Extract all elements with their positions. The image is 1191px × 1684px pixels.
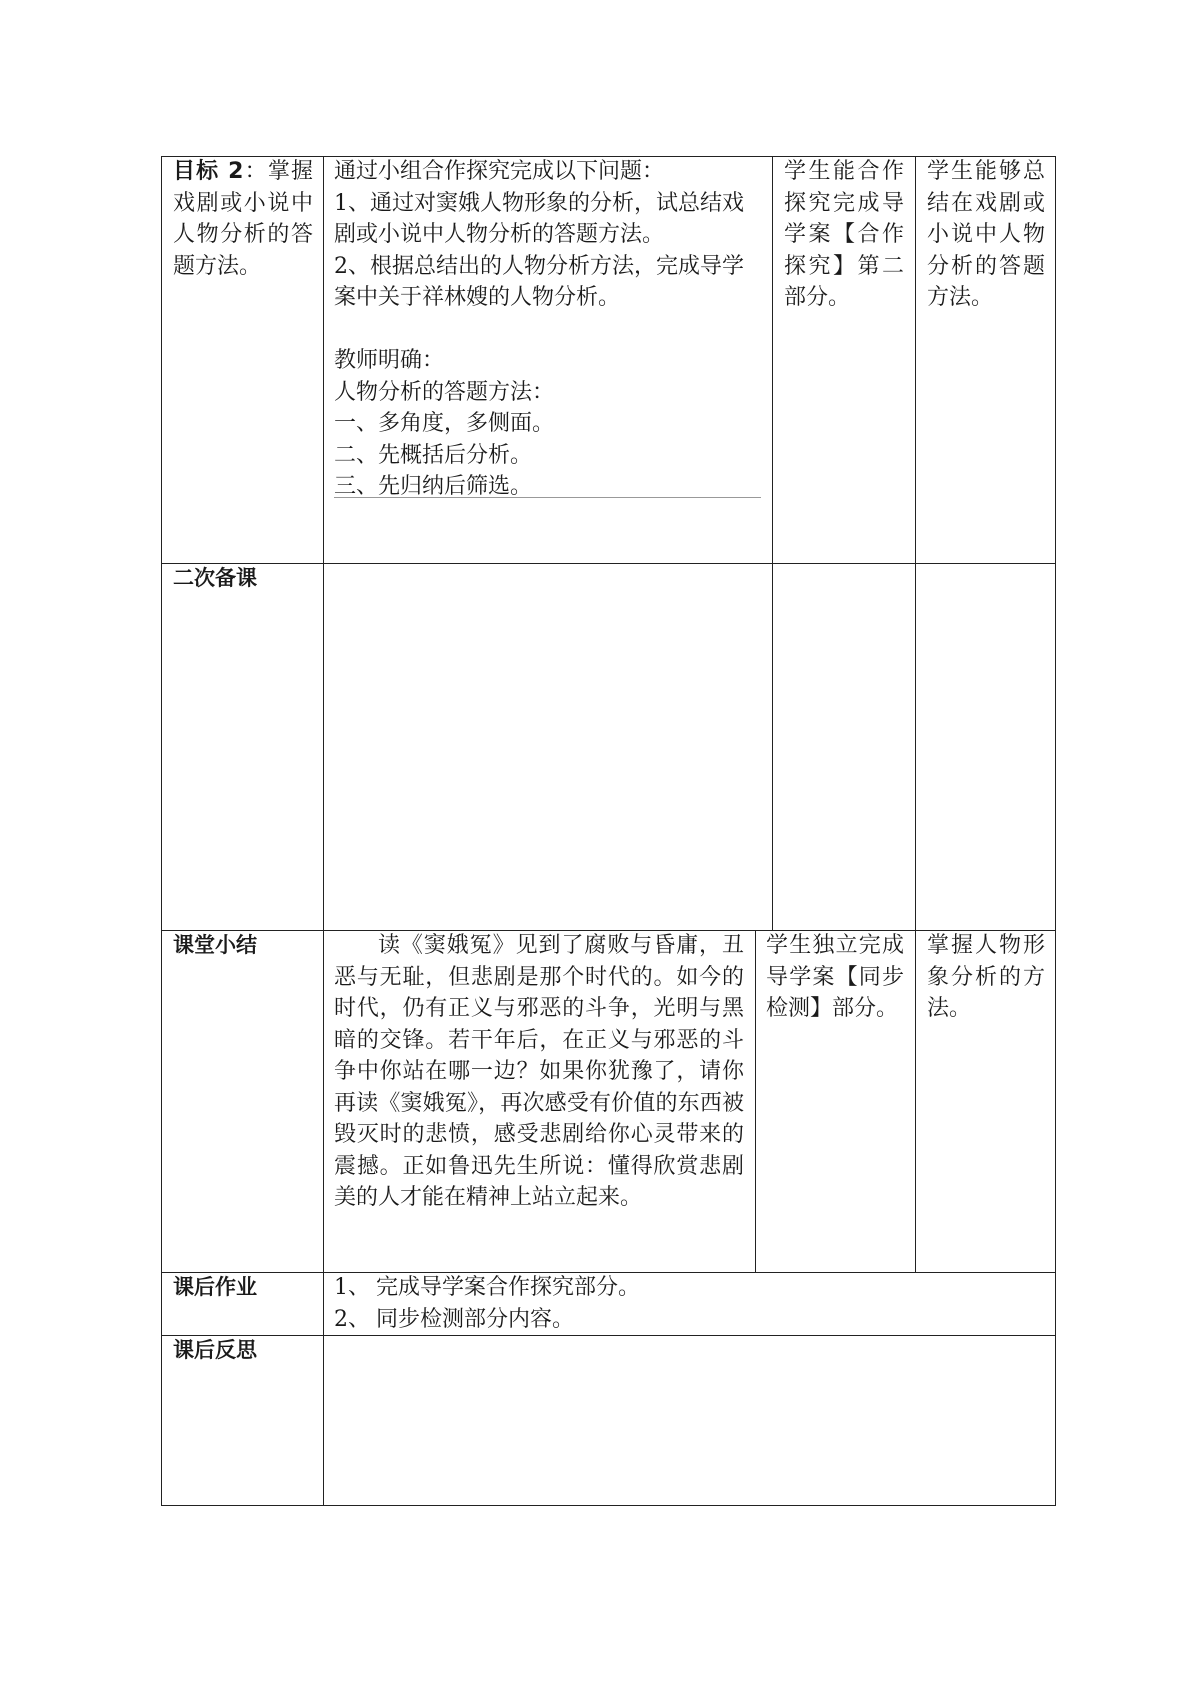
second-prep-label-cell: [173, 563, 313, 595]
goal2-outcome: 学生能够总结在戏剧或小说中人物分析的答题方法。: [927, 159, 1045, 310]
homework-item-number: 1、: [334, 1275, 370, 1300]
summary-content-cell: [334, 930, 744, 1214]
homework-item: [334, 1304, 1044, 1336]
goal2-student-activity-cell: [784, 156, 904, 314]
homework-item: [334, 1272, 1044, 1304]
table-border-bottom: [161, 1505, 1056, 1506]
goal2-content-cell: [334, 156, 764, 503]
column-divider-goal-summary: [915, 930, 916, 1272]
homework-list: [334, 1272, 1044, 1335]
summary-outcome: 掌握人物形象分析的方法。: [927, 933, 1045, 1021]
teacher-line: 三、先归纳后筛选。: [334, 474, 533, 499]
table-border-right: [1055, 156, 1056, 1506]
homework-item-text: 完成导学案合作探究部分。: [376, 1275, 641, 1300]
goal2-label-text: ：掌握戏剧或小说中人物分析的答题方法。: [173, 159, 313, 279]
homework-item-number: 2、: [334, 1306, 370, 1332]
table-border-left: [161, 156, 162, 1506]
reflection-label-cell: [173, 1335, 313, 1367]
column-divider-label: [323, 156, 324, 1506]
teacher-line: 二、先概括后分析。: [334, 442, 533, 468]
goal2-label-prefix: 目标 2: [173, 159, 244, 184]
summary-student-activity: 学生独立完成导学案【同步检测】部分。: [766, 933, 904, 1021]
summary-content: 读《窦娥冤》见到了腐败与昏庸，丑恶与无耻，但悲剧是那个时代的。如今的时代，仍有正义与邪恶的斗争，光明与黑暗的交锋。若干年后，在正义与邪恶的斗争中你站在哪一边？如果你犹豫了，请你再读《窦娥冤》，再次感受有价值的东西被毁灭时的悲愤，感受悲剧给你心灵带来的震撼。正如鲁迅先生所说：懂得欣赏悲剧美的人才能在精神上站立起来。: [334, 933, 744, 1210]
goal2-label-cell: [173, 156, 313, 282]
column-divider-goal-upper: [915, 156, 916, 930]
homework-item-text: 同步检测部分内容。: [376, 1306, 575, 1332]
column-divider-student-summary: [755, 930, 756, 1272]
summary-label-cell: [173, 930, 313, 962]
homework-label-cell: [173, 1272, 313, 1304]
goal2-content-line: 通过小组合作探究完成以下问题：: [334, 159, 665, 184]
teacher-line: 一、多角度，多侧面。: [334, 411, 555, 436]
second-prep-label: 二次备课: [173, 566, 257, 590]
summary-label: 课堂小结: [173, 933, 257, 957]
goal2-content-line: 2、根据总结出的人物分析方法，完成导学案中关于祥林嫂的人物分析。: [334, 253, 744, 310]
teacher-heading: 教师明确：: [334, 348, 445, 373]
summary-outcome-cell: [927, 930, 1045, 1025]
goal2-content-line: 1、通过对窦娥人物形象的分析，试总结戏剧或小说中人物分析的答题方法。: [334, 190, 744, 247]
goal2-student-activity: 学生能合作探究完成导学案【合作探究】第二部分。: [784, 159, 904, 310]
teacher-line: 人物分析的答题方法：: [334, 379, 555, 405]
summary-student-activity-cell: [766, 930, 904, 1025]
homework-label: 课后作业: [173, 1275, 257, 1299]
goal2-outcome-cell: [927, 156, 1045, 314]
column-divider-student-upper: [772, 156, 773, 930]
reflection-label: 课后反思: [173, 1338, 257, 1362]
